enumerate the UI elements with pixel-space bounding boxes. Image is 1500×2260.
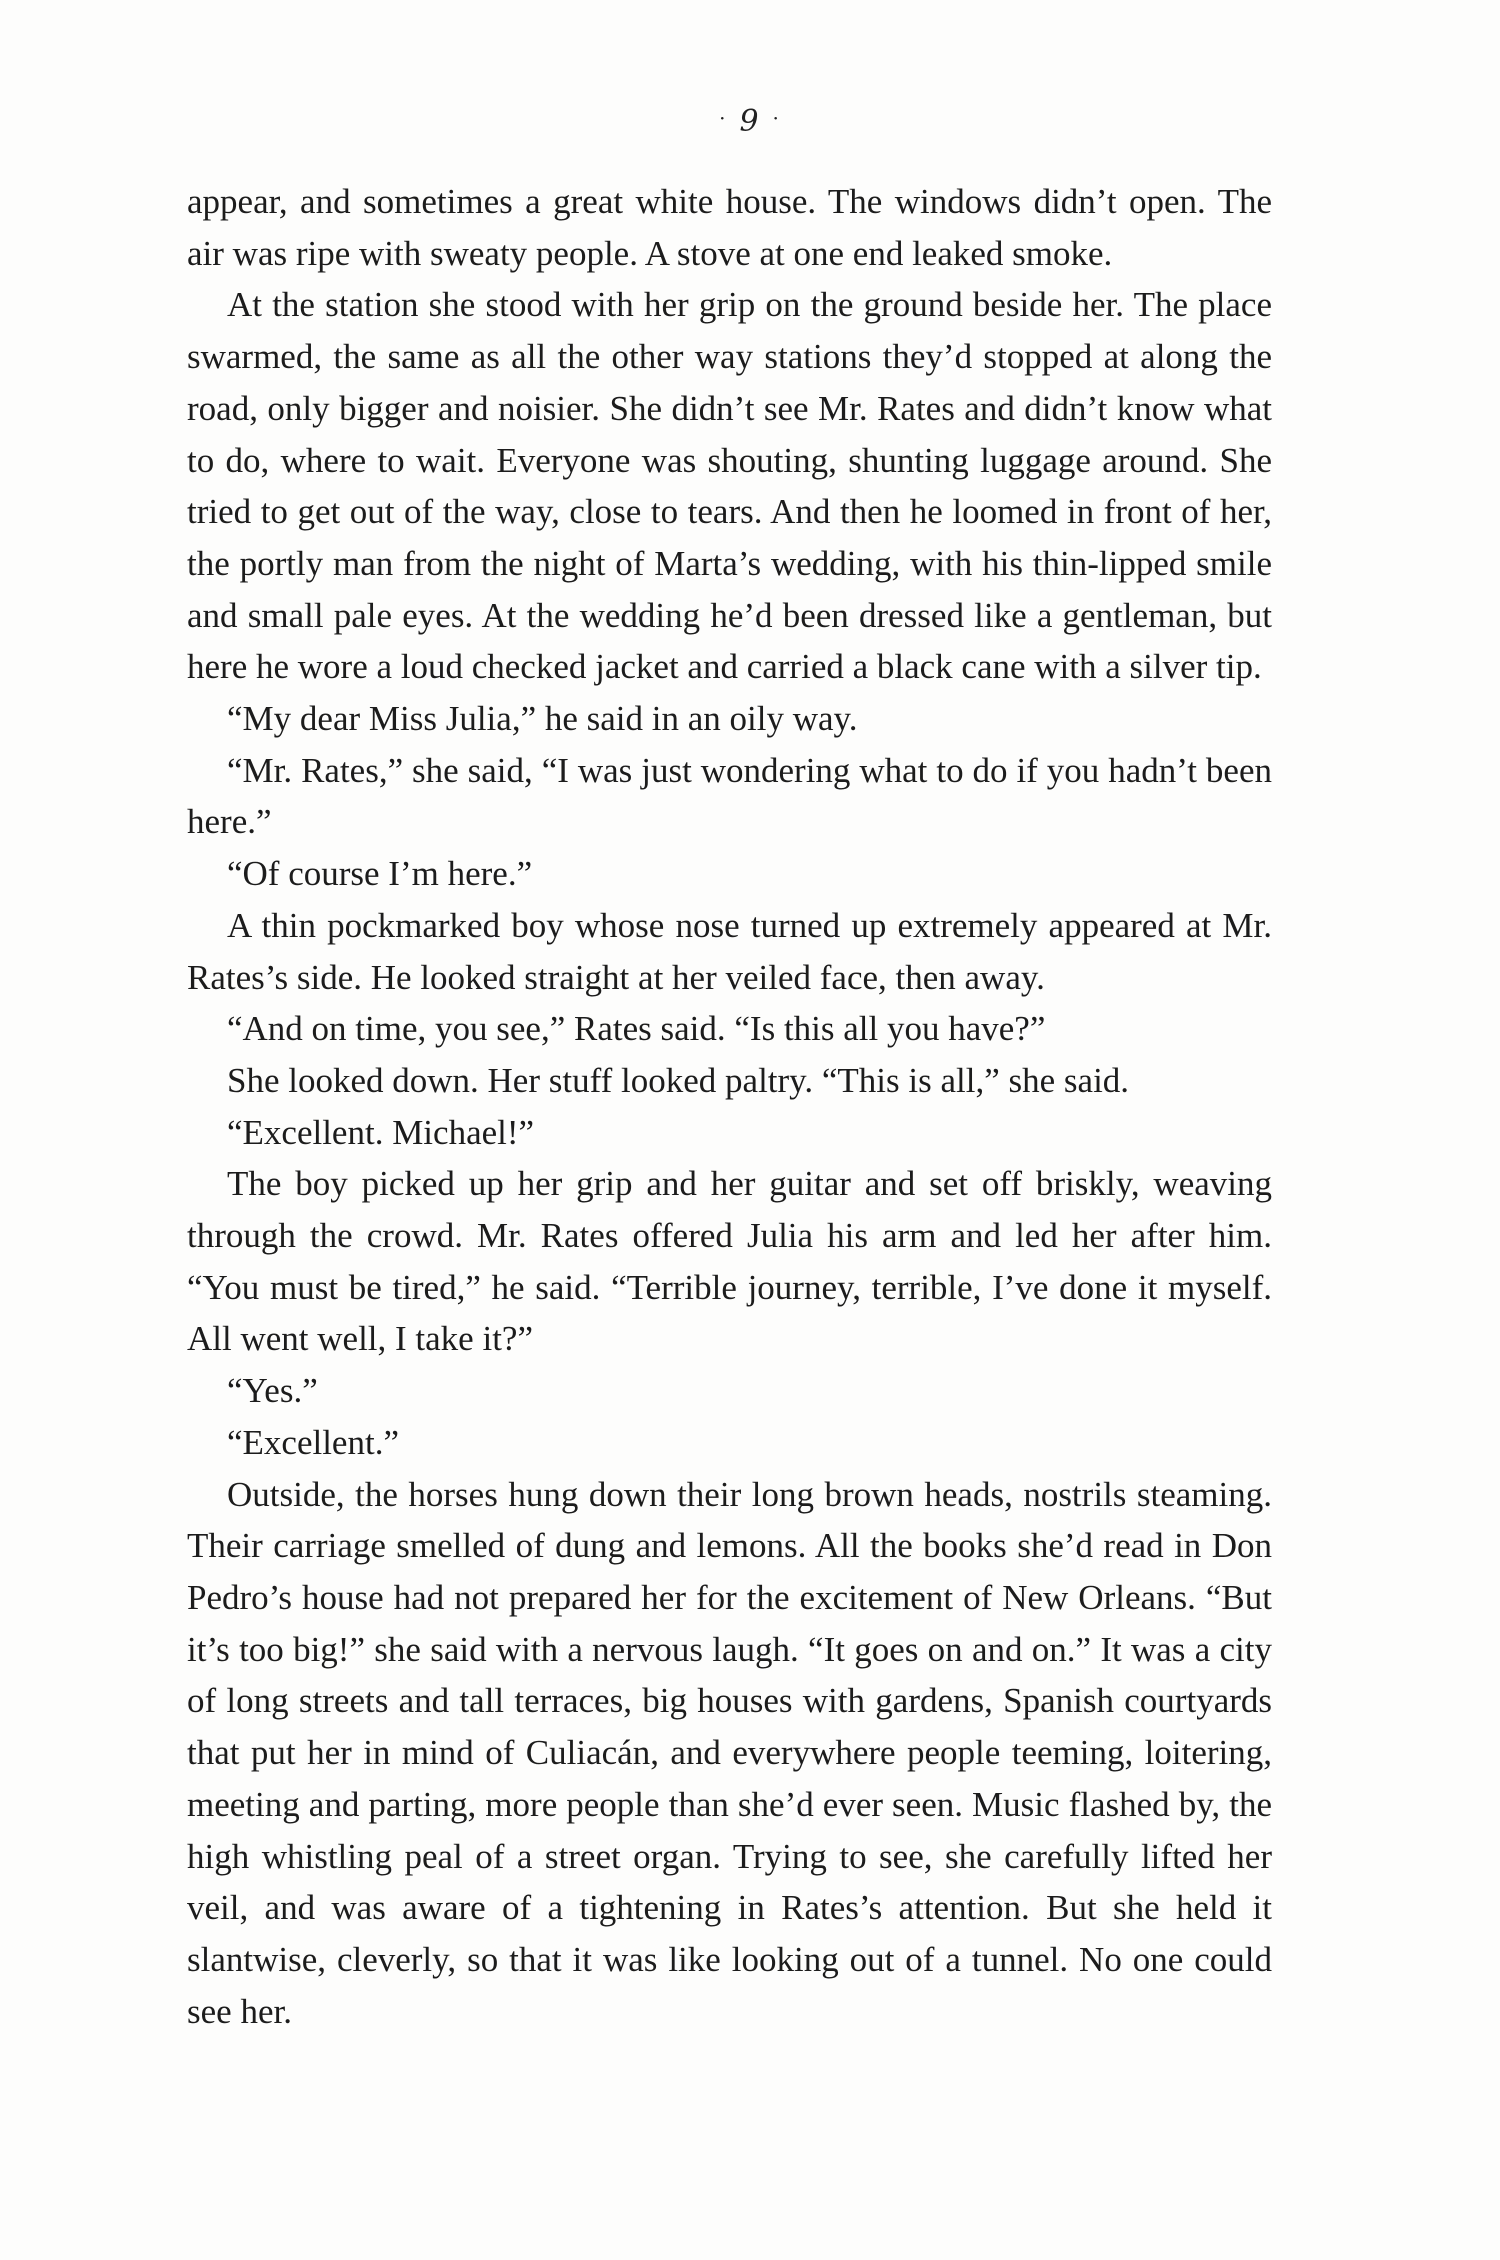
paragraph: Outside, the horses hung down their long brown heads, nostrils steaming. Their carriage smelled of dung and lemons. All the books she’d read in Don Pedro’s house had not prepared her for the excitement of New Orleans. “But it’s too big!” she said with a nervous laugh. “It goes on and on.” It was a city of long streets and tall terraces, big houses with gardens, Spanish courtyards that put her in mind of Culiacán, and everywhere people teeming, loitering, meeting and parting, more people than she’d ever seen. Music flashed by, the high whistling peal of a street organ. Trying to see, she carefully lifted her veil, and was aware of a tightening in Rates’s attention. But she held it slantwise, cleverly, so that it was like looking out of a tunnel. No one could see her. bbox=[187, 1474, 1272, 2031]
paragraph: “Mr. Rates,” she said, “I was just wondering what to do if you hadn’t been here.” bbox=[187, 750, 1272, 842]
folio-dot-right: · bbox=[772, 106, 781, 130]
page-number bbox=[0, 104, 1500, 139]
page-number-value: 9 bbox=[739, 104, 761, 139]
paragraph: She looked down. Her stuff looked paltry. “This is all,” she said. bbox=[227, 1060, 1130, 1100]
paragraph: appear, and sometimes a great white house. The windows didn’t open. The air was ripe with sweaty people. A stove at one end leaked smoke. bbox=[187, 182, 1272, 273]
paragraph: The boy picked up her grip and her guitar and set off briskly, weaving through the crowd. Mr. Rates offered Julia his arm and led her after him. “You must be tired,” he said. “Terrible journey, terrible, I’ve done it myself. All went well, I take it?” bbox=[187, 1164, 1272, 1359]
body-text bbox=[187, 176, 1272, 2037]
folio-dot-left: · bbox=[719, 106, 728, 130]
paragraph: A thin pockmarked boy whose nose turned up extremely appeared at Mr. Rates’s side. He looked straight at her veiled face, then away. bbox=[187, 905, 1272, 997]
paragraph: “My dear Miss Julia,” he said in an oily way. bbox=[227, 699, 858, 739]
paragraph: At the station she stood with her grip on the ground beside her. The place swarmed, the same as all the other way stations they’d stopped at along the road, only bigger and noisier. She didn’t see Mr. Rates and didn’t know what to do, where to wait. Everyone was shouting, shunting luggage around. She tried to get out of the way, close to tears. And then he loomed in front of her, the portly man from the night of Marta’s wedding, with his thin-lipped smile and small pale eyes. At the wedding he’d been dressed like a gentleman, but here he wore a loud checked jacket and carried a black cane with a silver tip. bbox=[187, 285, 1272, 687]
paragraph: “Yes.” bbox=[227, 1371, 318, 1411]
paragraph: “And on time, you see,” Rates said. “Is this all you have?” bbox=[227, 1009, 1046, 1049]
paragraph: “Excellent. Michael!” bbox=[227, 1112, 535, 1152]
paragraph: “Of course I’m here.” bbox=[227, 854, 533, 894]
paragraph: “Excellent.” bbox=[227, 1422, 399, 1462]
